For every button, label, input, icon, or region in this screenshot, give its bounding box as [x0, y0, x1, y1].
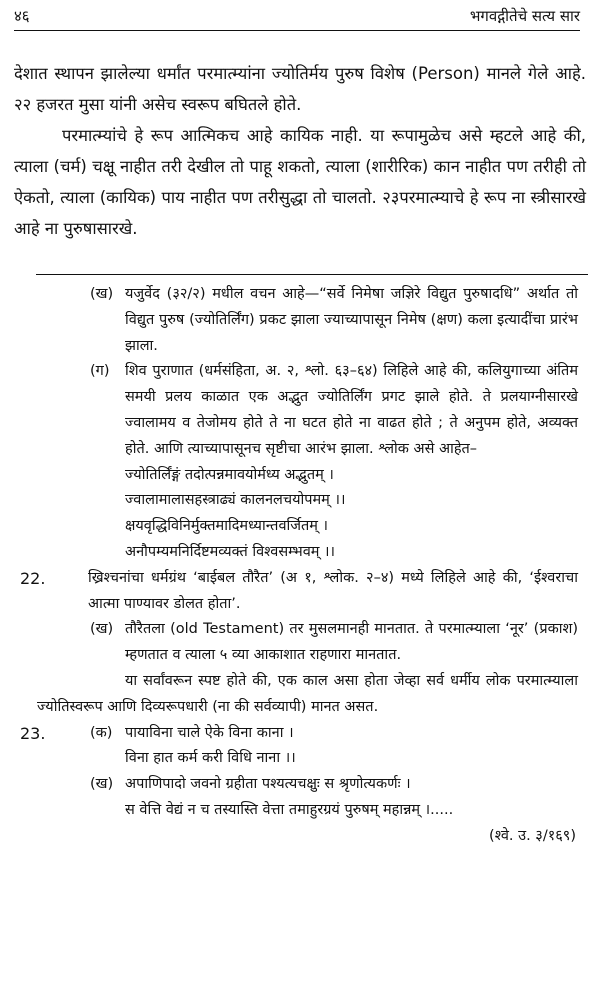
footnote-text: शिव पुराणात (धर्मसंहिता, अ. २, श्लो. ६३–६४) लिहिले आहे की, कलियुगाच्या अंतिम समयी प्रलय काळात एक अद्भुत ज्योतिर्लिंग प्रगट झाले होते. ते प्रलयाग्नीसारखे ज्वालामय व तेजोमय होते ते ना घटत होते ना वाढत होते ; ते अनुपम होते, अव्यक्त होते. आणि त्याच्यापासूनच सृष्टीचा आरंभ झाला. श्लोक असे आहेत–	[125, 363, 578, 457]
verse-line: पायाविना चाले ऐके विना काना ।	[125, 724, 294, 741]
footnote-ga	[0, 359, 600, 565]
verse-line: ज्योतिर्लिंङ्गं तदोत्पन्नमावयोर्मध्य अद्भुतम् ।	[125, 466, 334, 483]
footnote-text: यजुर्वेद (३२/२) मधील वचन आहे—“सर्वे निमेषा जज्ञिरे विद्युत पुरुषादधि” अर्थात तो विद्युत पुरुष (ज्योतिर्लिंग) प्रकट झाला ज्याच्यापासून निमेष (क्षण) कला इत्यादींचा प्रारंभ झाला.	[125, 286, 578, 354]
footnote-number: 22.	[20, 568, 46, 588]
footnote-22	[0, 566, 600, 618]
verse-line: स वेत्ति वेद्यं न च तस्यास्ति वेत्ता तमाहुरग्रयं पुरुषम् महान्नम् ।.....	[125, 801, 454, 818]
paragraph-1: देशात स्थापन झालेल्या धर्मांत परमात्म्यांना ज्योतिर्मय पुरुष विशेष (Person) मानले गेले आहे. २२ हजरत मुसा यांनी असेच स्वरूप बघितले होते.	[14, 64, 586, 114]
page-header	[14, 4, 580, 31]
footnote-text: ख्रिश्चनांचा धर्मग्रंथ ‘बाईबल तौरैत’ (अ १, श्लोक. २–४) मध्ये लिहिले आहे की, ‘ईश्वराचा आत्मा पाण्यावर डोलत होता’.	[88, 569, 578, 612]
source-citation: (श्वे. उ. ३/१६९)	[489, 827, 576, 844]
verse-line: विना हात कर्म करी विधि नाना ।।	[125, 750, 296, 767]
paragraph-2: परमात्म्यांचे हे रूप आत्मिकच आहे कायिक नाही. या रूपामुळेच असे म्हटले आहे की, त्याला (चर्म) चक्षू नाहीत तरी देखील तो पाहू शकतो, त्याला (शारीरिक) कान नाहीत पण तरीही तो ऐकतो, त्याला (कायिक) पाय नाहीत पण तरीसुद्धा तो चालतो. २३परमात्म्याचे हे रूप ना स्त्रीसारखे आहे ना पुरुषासारखे.	[14, 126, 586, 238]
footnote-23-kha	[0, 772, 600, 849]
footnote-ga-body	[125, 359, 578, 565]
footnote-23-kha-body	[125, 772, 578, 849]
main-text	[14, 58, 586, 244]
footnote-22-kha	[0, 617, 600, 720]
page-number: ४६	[14, 7, 30, 25]
footnotes	[0, 282, 600, 850]
footnote-label: (ख)	[90, 286, 114, 302]
verse-line: अनौपम्यमनिर्दिष्टमव्यक्तं विश्वसम्भवम् ।।	[125, 543, 336, 560]
footnote-label: (क)	[90, 724, 113, 741]
verse-line: क्षयवृद्धिविनिर्मुक्तमादिमध्यान्तवर्जितम् ।	[125, 518, 329, 535]
footnote-number: 23.	[20, 723, 46, 743]
footnote-label: (ख)	[90, 776, 114, 793]
footnote-23-ka-body	[125, 721, 578, 773]
footnote-kha	[0, 282, 600, 359]
footnote-label: (ग)	[90, 363, 110, 380]
footnote-label: (ख)	[90, 621, 114, 638]
footnote-23-ka	[0, 721, 600, 773]
footnote-text: तौरैतला (old Testament) तर मुसलमानही मानतात. ते परमात्म्याला ‘नूर’ (प्रकाश) म्हणतात व त्याला ५ व्या आकाशात राहणारा मानतात.	[125, 621, 578, 664]
footnote-divider	[36, 274, 588, 275]
verse-line: ज्वालामालासहस्त्राढ्यं कालनलचयोपमम् ।।	[125, 492, 346, 509]
footnote-conclusion: या सर्वांवरून स्पष्ट होते की, एक काल असा होता जेव्हा सर्व धर्मीय लोक परमात्म्याला ज्योतिस्वरूप आणि दिव्यरूपधारी (ना की सर्वव्यापी) मानत असत.	[37, 672, 578, 715]
verse-line: अपाणिपादो जवनो ग्रहीता पश्यत्यचक्षुः स श्रृणोत्यकर्णः ।	[125, 776, 411, 793]
footnote-22-kha-body	[37, 617, 578, 720]
running-title: भगवद्गीतेचे सत्य सार	[469, 7, 580, 25]
